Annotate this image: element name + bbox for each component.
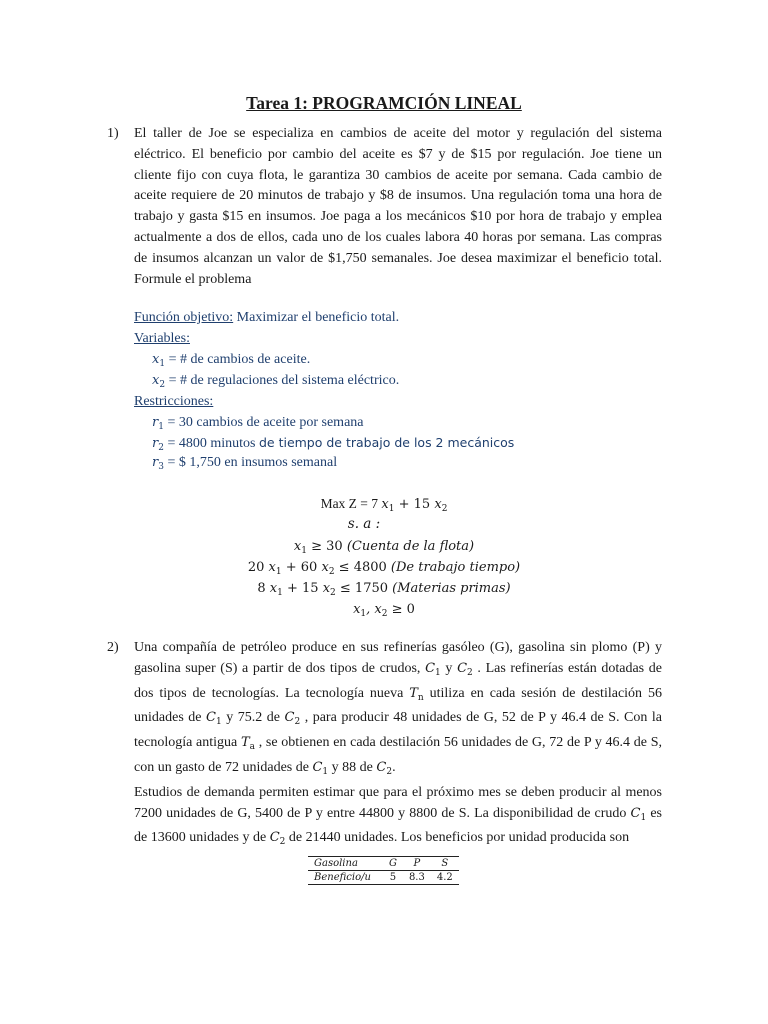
variable-x1: $x_1$ = # de cambios de aceite. bbox=[152, 352, 311, 369]
restriction-r1: $r_1 = 30$ cambios de aceite por semana bbox=[152, 415, 364, 432]
problem-1-statement: El taller de Joe se especializa en cambios de aceite del motor y regulación del sistema eléctrico. El beneficio por cambio del aceite es $7 y de $15 por regulación. Joe tiene un cliente fijo con cuya flota, le garantiza 30 cambios de aceite por semana. Cada cambio de aceite requiere de 20 minutos de trabajo y $8 de insumos. Una regulación toma una hora de trabajo y gasta $15 en insumos. Joe paga a los mecánicos $10 por hora de trabajo y emplea actualmente a dos de ellos, cada uno de los cuales labora 40 horas por semana. Las compras de insumos alcanzan un valor de $1,750 semanales. Joe desea maximizar el beneficio total. Formule el problema bbox=[134, 126, 662, 287]
objective-text: Maximizar el beneficio total. bbox=[233, 310, 400, 325]
problem-1-number: 1) bbox=[107, 126, 119, 141]
problem-2-statement: Una compañía de petróleo produce en sus refinerías gasóleo (G), gasolina sin plomo (P) y gasolina super (S) a partir de dos tipos de crudos, $C_1$ y $C_2$ . Las refinerías están dotadas de dos tipos de tecnologías. La tecnología nueva $T_n$ utiliza en cada sesión de destilación 56 unidades de $C_1$ y 75.2 de $C_2$ , para producir 48 unidades de G, 52 de P y 46.4 de S. Con la tecnología antigua $T_a$ , se obtienen en cada destilación 56 unidades de G, 72 de P y 46.4 de S, con un gasto de 72 unidades de $C_1$ y 88 de $C_2$. Estudios de demanda permiten estimar que para el próximo mes se deben producir al menos 7200 unidades de G, 5400 de P y entre 44800 y 8800 de S. La disponibilidad de crudo $C_1$ es de 13600 unidades y de $C_2$ de 21440 unidades. Los beneficios por unidad producida son bbox=[134, 640, 663, 848]
variable-x2: $x_2$ = # de regulaciones del sistema eléctrico. bbox=[152, 373, 400, 390]
table-cell: 4.2 bbox=[431, 871, 459, 885]
profit-table-header bbox=[308, 857, 459, 871]
constraint-nonnegativity: $x_1$, $x_2 \ge 0$ bbox=[353, 602, 415, 619]
objective-label: Función objetivo: bbox=[134, 310, 234, 325]
table-header-cell: S bbox=[431, 857, 459, 871]
page-title: Tarea 1: PROGRAMCIÓN LINEAL bbox=[246, 93, 522, 113]
restriction-r3: $r_3$ = $ 1,750 en insumos semanal bbox=[152, 455, 338, 472]
table-cell: 5 bbox=[383, 871, 403, 885]
model-subject-to: s. a : bbox=[347, 516, 381, 532]
restrictions-label: Restricciones: bbox=[134, 394, 214, 409]
table-cell: Beneficio/u bbox=[308, 871, 383, 885]
restriction-r2: $r_2 = 4800$ minutos de tiempo de trabajo de los 2 mecánicos bbox=[152, 435, 515, 453]
constraint-labor-time: 20 $x_1 + 60$ $x_2 \le 4800$ (De trabajo tiempo) bbox=[247, 560, 521, 577]
model-objective: Max Z = 7 $x_1 + 15$ $x_2$ bbox=[320, 496, 448, 514]
constraint-materials: 8 $x_1 + 15$ $x_2 \le 1750$ (Materias primas) bbox=[257, 581, 511, 598]
problem-2-number: 2) bbox=[107, 640, 119, 655]
objective-line bbox=[134, 308, 399, 329]
table-header-cell: G bbox=[383, 857, 403, 871]
variables-label: Variables: bbox=[134, 331, 190, 346]
table-header-cell: Gasolina bbox=[308, 857, 383, 871]
table-header-cell: P bbox=[403, 857, 431, 871]
table-cell: 8.3 bbox=[403, 871, 431, 885]
table-row bbox=[308, 871, 459, 885]
constraint-fleet: $x_1 \ge 30$ (Cuenta de la flota) bbox=[293, 539, 475, 556]
profit-table bbox=[308, 856, 459, 885]
